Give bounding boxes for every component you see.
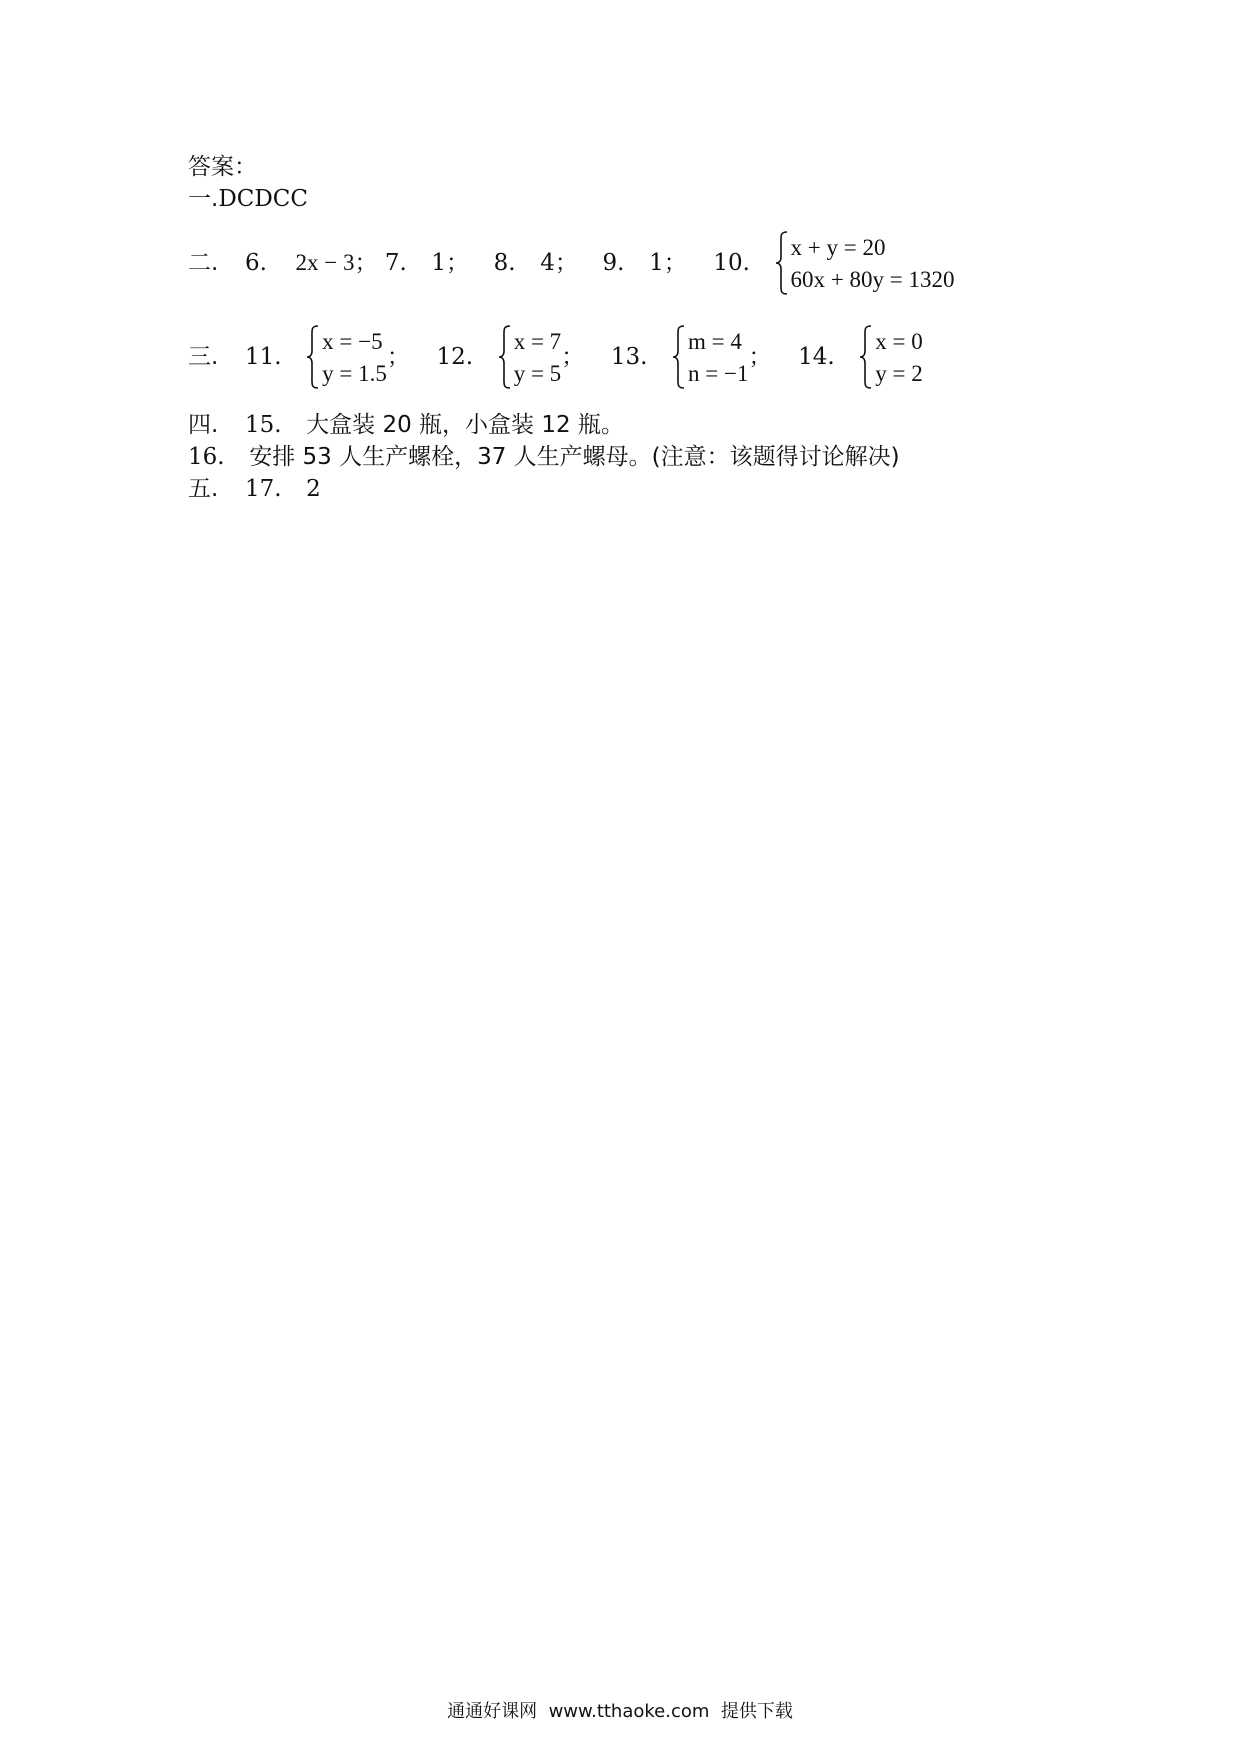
q6 — [245, 250, 385, 276]
q9-answer: 1 — [649, 250, 664, 276]
q13-number: 13. — [610, 344, 648, 370]
q12-equation-2: y = 5 — [513, 361, 562, 386]
q10-equation-2: 60x + 80y = 1320 — [790, 267, 955, 292]
heading-text: 答案： — [188, 154, 257, 180]
q6-answer: 2x − 3 — [295, 250, 355, 275]
q17-number: 17. — [244, 476, 282, 502]
q8-separator: ； — [554, 250, 578, 276]
q6-separator: ； — [354, 250, 378, 276]
q11-equation-2: y = 1.5 — [322, 361, 387, 386]
q8-number: 8. — [493, 250, 516, 276]
q8-answer: 4 — [540, 250, 555, 276]
section-3 — [188, 322, 923, 392]
left-brace-icon — [672, 324, 686, 390]
q14-number: 14. — [798, 344, 835, 370]
q11-number: 11. — [244, 344, 282, 370]
section-5 — [188, 474, 321, 504]
q11-separator: ； — [386, 344, 410, 370]
section-1-mark: 一. — [188, 186, 219, 212]
q10-equation-1: x + y = 20 — [790, 235, 886, 260]
q13-equation-1: m = 4 — [688, 329, 742, 354]
q16-line — [188, 442, 900, 472]
left-brace-icon — [306, 324, 320, 390]
section-5-mark: 五. — [188, 476, 219, 502]
q6-number: 6. — [244, 250, 267, 276]
left-brace-icon — [859, 324, 873, 390]
answer-heading — [188, 152, 257, 182]
q16-answer: 安排 53 人生产螺栓，37 人生产螺母。(注意：该题得讨论解决) — [249, 444, 900, 470]
q9-separator: ； — [663, 250, 687, 276]
section-1 — [188, 184, 308, 214]
q17-answer: 2 — [306, 476, 321, 502]
q14-equation-1: x = 0 — [875, 329, 923, 354]
q7 — [385, 250, 477, 276]
left-brace-icon — [498, 324, 512, 390]
q15-number: 15. — [244, 412, 282, 438]
q10-number: 10. — [713, 250, 750, 276]
q12-separator: ； — [561, 344, 585, 370]
q9 — [603, 250, 695, 276]
q7-separator: ； — [446, 250, 470, 276]
q14-equation-2: y = 2 — [875, 361, 923, 386]
section-4-mark: 四. — [188, 412, 219, 438]
q10-equation-system — [775, 232, 955, 296]
q8 — [494, 250, 586, 276]
left-brace-icon — [775, 230, 789, 296]
q13-equation-system — [672, 326, 748, 390]
q12-number: 12. — [436, 344, 474, 370]
q12-equation-system — [498, 326, 561, 390]
q11-equation-system — [306, 326, 387, 390]
page-footer: 通通好课网 www.tthaoke.com 提供下载 — [447, 1701, 793, 1722]
q11-equation-1: x = −5 — [322, 329, 383, 354]
q16-number: 16. — [188, 444, 225, 470]
q13-equation-2: n = −1 — [688, 361, 749, 386]
q7-answer: 1 — [431, 250, 447, 276]
section-3-mark: 三. — [188, 344, 219, 370]
q9-number: 9. — [602, 250, 625, 276]
q13-separator: ； — [748, 344, 772, 370]
section-4 — [188, 410, 624, 440]
section-2 — [188, 228, 955, 298]
q7-number: 7. — [384, 250, 407, 276]
q15-answer: 大盒装 20 瓶，小盒装 12 瓶。 — [306, 412, 624, 438]
section-1-answers: DCDCC — [218, 186, 308, 212]
section-2-mark: 二. — [188, 250, 219, 276]
q12-equation-1: x = 7 — [513, 329, 562, 354]
q14-equation-system — [859, 326, 922, 390]
